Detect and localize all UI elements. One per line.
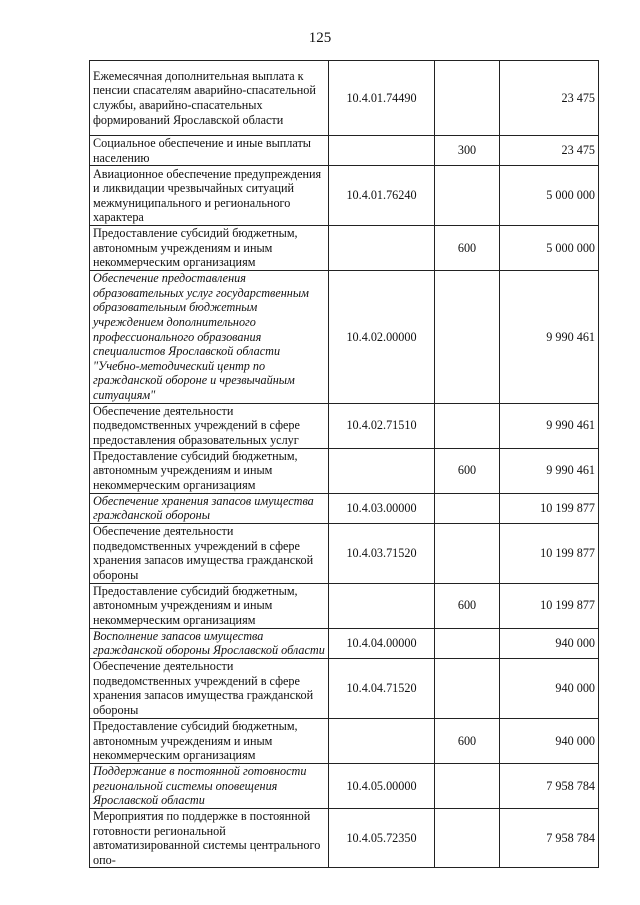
table-row <box>90 523 599 583</box>
row-type <box>435 763 500 808</box>
row-name: Авиационное обеспечение предупреждения и ликвидации чрезвычайных ситуаций межмуниципального и регионального характера <box>90 166 329 226</box>
row-amount: 7 958 784 <box>500 808 599 867</box>
budget-table <box>89 60 599 868</box>
table-row <box>90 61 599 136</box>
row-type <box>435 271 500 403</box>
row-name: Обеспечение предоставления образовательных услуг государственным образовательным бюджетным учреждением дополнительного профессионального образования специалистов Ярославской области "Учебно-методический центр по гражданской обороне и чрезвычайным ситуациям" <box>90 271 329 403</box>
row-code: 10.4.05.72350 <box>329 808 435 867</box>
row-amount: 9 990 461 <box>500 271 599 403</box>
row-type <box>435 61 500 136</box>
row-name: Поддержание в постоянной готовности региональной системы оповещения Ярославской области <box>90 763 329 808</box>
table-row <box>90 403 599 448</box>
row-name: Обеспечение деятельности подведомственных учреждений в сфере хранения запасов имущества гражданской обороны <box>90 658 329 718</box>
row-type: 300 <box>435 136 500 166</box>
row-amount: 940 000 <box>500 628 599 658</box>
row-amount: 23 475 <box>500 61 599 136</box>
row-type <box>435 166 500 226</box>
row-amount: 5 000 000 <box>500 166 599 226</box>
row-amount: 10 199 877 <box>500 583 599 628</box>
row-name: Ежемесячная дополнительная выплата к пенсии спасателям аварийно-спасательной службы, аварийно-спасательных формирований Ярославской области <box>90 61 329 136</box>
table-row <box>90 808 599 867</box>
row-name: Предоставление субсидий бюджетным, автономным учреждениям и иным некоммерческим организациям <box>90 448 329 493</box>
row-type: 600 <box>435 448 500 493</box>
row-type <box>435 403 500 448</box>
row-code: 10.4.02.00000 <box>329 271 435 403</box>
row-name: Обеспечение хранения запасов имущества гражданской обороны <box>90 493 329 523</box>
row-code: 10.4.02.71510 <box>329 403 435 448</box>
table-row <box>90 493 599 523</box>
row-amount: 940 000 <box>500 718 599 763</box>
row-code: 10.4.03.00000 <box>329 493 435 523</box>
row-type <box>435 658 500 718</box>
row-type: 600 <box>435 718 500 763</box>
table-row <box>90 271 599 403</box>
table-row <box>90 166 599 226</box>
row-name: Предоставление субсидий бюджетным, автономным учреждениям и иным некоммерческим организациям <box>90 583 329 628</box>
table-row <box>90 763 599 808</box>
row-amount: 10 199 877 <box>500 523 599 583</box>
table-row <box>90 583 599 628</box>
row-name: Обеспечение деятельности подведомственных учреждений в сфере хранения запасов имущества гражданской обороны <box>90 523 329 583</box>
row-code: 10.4.04.71520 <box>329 658 435 718</box>
row-code <box>329 136 435 166</box>
row-amount: 23 475 <box>500 136 599 166</box>
row-type <box>435 628 500 658</box>
row-name: Восполнение запасов имущества гражданской обороны Ярославской области <box>90 628 329 658</box>
row-code: 10.4.05.00000 <box>329 763 435 808</box>
table-row <box>90 226 599 271</box>
row-type: 600 <box>435 226 500 271</box>
row-code <box>329 583 435 628</box>
table-row <box>90 718 599 763</box>
table-row <box>90 658 599 718</box>
row-amount: 5 000 000 <box>500 226 599 271</box>
row-code <box>329 718 435 763</box>
row-amount: 7 958 784 <box>500 763 599 808</box>
row-type <box>435 493 500 523</box>
row-code: 10.4.03.71520 <box>329 523 435 583</box>
page-number: 125 <box>308 30 332 46</box>
row-name: Социальное обеспечение и иные выплаты населению <box>90 136 329 166</box>
row-name: Мероприятия по поддержке в постоянной готовности региональной автоматизированной системы центрального опо- <box>90 808 329 867</box>
row-type: 600 <box>435 583 500 628</box>
row-name: Предоставление субсидий бюджетным, автономным учреждениям и иным некоммерческим организациям <box>90 718 329 763</box>
table-row <box>90 448 599 493</box>
row-name: Предоставление субсидий бюджетным, автономным учреждениям и иным некоммерческим организациям <box>90 226 329 271</box>
row-code <box>329 226 435 271</box>
row-amount: 940 000 <box>500 658 599 718</box>
table-row <box>90 136 599 166</box>
row-code: 10.4.01.76240 <box>329 166 435 226</box>
row-amount: 9 990 461 <box>500 403 599 448</box>
row-code: 10.4.04.00000 <box>329 628 435 658</box>
row-amount: 10 199 877 <box>500 493 599 523</box>
row-type <box>435 808 500 867</box>
row-amount: 9 990 461 <box>500 448 599 493</box>
row-code: 10.4.01.74490 <box>329 61 435 136</box>
row-name: Обеспечение деятельности подведомственных учреждений в сфере предоставления образовательных услуг <box>90 403 329 448</box>
table-row <box>90 628 599 658</box>
row-type <box>435 523 500 583</box>
row-code <box>329 448 435 493</box>
